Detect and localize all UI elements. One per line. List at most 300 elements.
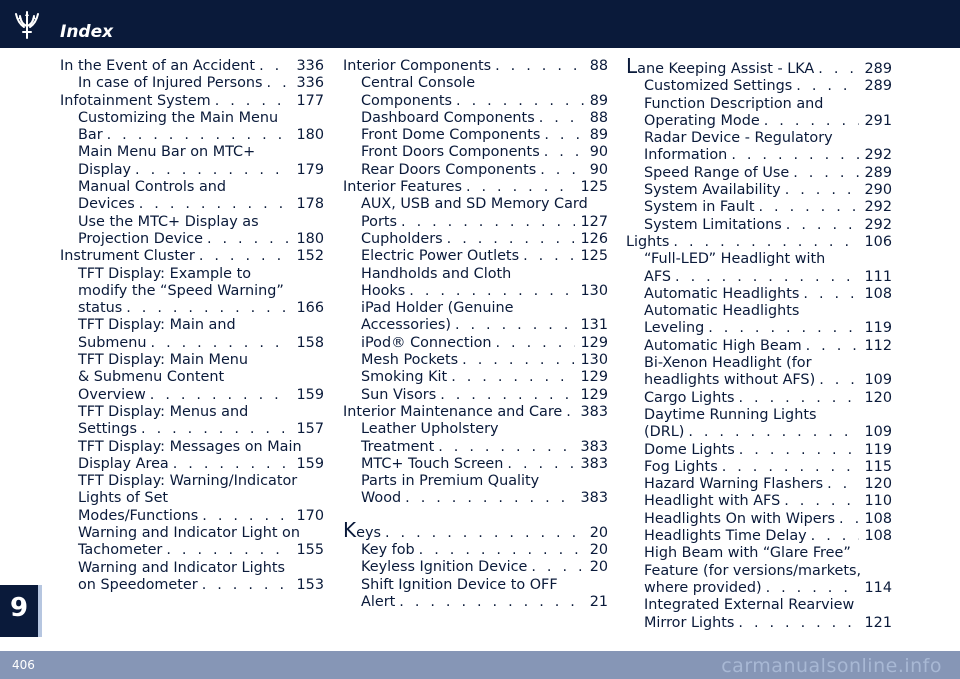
- entry-label: Handholds and Cloth: [361, 265, 512, 282]
- entry-line: [361, 110, 608, 127]
- dot-leader: [811, 528, 859, 545]
- chapter-tab[interactable]: [0, 585, 38, 637]
- page-ref[interactable]: 180: [296, 230, 324, 247]
- page-ref[interactable]: 289: [864, 61, 892, 77]
- dot-leader: [385, 525, 584, 542]
- entry-label: Alert: [361, 593, 396, 610]
- dot-leader: [793, 165, 858, 182]
- dot-leader: [738, 390, 858, 407]
- page-ref[interactable]: 383: [580, 403, 608, 420]
- dot-leader: [495, 58, 584, 75]
- entry-label: MTC+ Touch Screen: [361, 455, 504, 472]
- entry-label: Lights: [626, 233, 670, 250]
- entry-line: [626, 54, 892, 78]
- index-subentry[interactable]: [626, 511, 892, 528]
- entry-label: Bar: [78, 127, 103, 144]
- entry-line: [644, 199, 892, 216]
- entry-label: Headlights On with Wipers: [644, 510, 836, 527]
- entry-label: Automatic Headlights: [644, 303, 800, 320]
- dot-leader: [673, 234, 858, 251]
- dot-leader: [126, 300, 290, 317]
- page-title: Index: [60, 22, 114, 42]
- page-ref[interactable]: 109: [864, 372, 892, 389]
- index-subentry[interactable]: [343, 127, 608, 144]
- entry-line: [644, 165, 892, 182]
- index-subentry[interactable]: [343, 577, 608, 612]
- index-subentry[interactable]: [626, 78, 892, 95]
- entry-label: iPad Holder (Genuine: [361, 300, 514, 317]
- index-entry[interactable]: [626, 54, 892, 78]
- entry-line: [361, 196, 608, 213]
- entry-label: Fog Lights: [644, 458, 718, 475]
- entry-label: Keyless Ignition Device: [361, 559, 528, 576]
- entry-line: [78, 369, 324, 386]
- dot-leader: [173, 456, 291, 473]
- page-ref[interactable]: 383: [580, 455, 608, 472]
- index-subentry[interactable]: [343, 456, 608, 473]
- index-column-2: [343, 58, 608, 611]
- entry-line: [78, 404, 324, 421]
- dot-leader: [166, 542, 290, 559]
- entry-line: [78, 560, 324, 577]
- entry-label: Leveling: [644, 320, 705, 337]
- page-ref[interactable]: 127: [580, 213, 608, 230]
- dot-leader: [523, 248, 574, 265]
- index-subentry[interactable]: [60, 317, 324, 352]
- index-subentry[interactable]: [626, 338, 892, 355]
- page-ref[interactable]: 292: [864, 216, 892, 233]
- entry-label: Wood: [361, 490, 402, 507]
- page-ref[interactable]: 90: [589, 161, 608, 178]
- page-ref[interactable]: 130: [580, 282, 608, 299]
- entry-label: Tachometer: [78, 542, 163, 559]
- entry-line: [361, 369, 608, 386]
- dot-leader: [207, 231, 291, 248]
- entry-label: Central Console: [361, 75, 476, 92]
- index-subentry[interactable]: [343, 110, 608, 127]
- page-ref[interactable]: 120: [864, 476, 892, 493]
- dot-leader: [399, 594, 583, 611]
- index-entry[interactable]: [60, 93, 324, 110]
- index-subentry[interactable]: [626, 442, 892, 459]
- page-ref[interactable]: 110: [864, 493, 892, 510]
- index-entry[interactable]: [626, 234, 892, 251]
- entry-line: [78, 542, 324, 559]
- entry-label: AUX, USB and SD Memory Card: [361, 196, 588, 213]
- entry-label: In the Event of an Accident: [60, 58, 256, 74]
- entry-line: [644, 182, 892, 199]
- entry-label: Operating Mode: [644, 112, 760, 129]
- index-subentry[interactable]: [60, 352, 324, 404]
- entry-label: Components: [361, 92, 453, 109]
- page-ref[interactable]: 111: [864, 268, 892, 285]
- page-ref[interactable]: 120: [864, 389, 892, 406]
- entry-label: (DRL): [644, 424, 685, 441]
- index-subentry[interactable]: [60, 560, 324, 595]
- dot-leader: [259, 58, 290, 75]
- page-ref[interactable]: 125: [580, 179, 608, 196]
- index-subentry[interactable]: [626, 355, 892, 390]
- page-ref[interactable]: 20: [589, 524, 608, 541]
- entry-line: [644, 407, 892, 424]
- dot-leader: [675, 269, 859, 286]
- entry-line: [60, 93, 324, 110]
- entry-line: [644, 251, 892, 268]
- entry-label: Dashboard Components: [361, 109, 535, 126]
- entry-label: Cargo Lights: [644, 389, 735, 406]
- entry-line: [361, 456, 608, 473]
- entry-label: Interior Maintenance and Care: [343, 403, 563, 420]
- dot-leader: [786, 217, 859, 234]
- index-subentry[interactable]: [60, 439, 324, 474]
- index-subentry[interactable]: [343, 300, 608, 335]
- entry-label: Bi-Xenon Headlight (for: [644, 355, 812, 372]
- entry-label: Use the MTC+ Display as: [78, 213, 259, 230]
- page-ref[interactable]: 152: [296, 248, 324, 265]
- page-ref[interactable]: 129: [580, 369, 608, 386]
- page-ref[interactable]: 177: [296, 92, 324, 109]
- dot-leader: [202, 577, 291, 594]
- page-ref[interactable]: 383: [580, 438, 608, 455]
- page-ref[interactable]: 108: [864, 510, 892, 527]
- entry-line: [361, 387, 608, 404]
- index-subentry[interactable]: [343, 162, 608, 179]
- page-ref[interactable]: 153: [296, 576, 324, 593]
- entry-label: Infotainment System: [60, 92, 211, 109]
- index-subentry[interactable]: [626, 597, 892, 632]
- entry-label: Treatment: [361, 438, 435, 455]
- page-ref[interactable]: 21: [589, 593, 608, 610]
- entry-line: [343, 58, 608, 75]
- index-subentry[interactable]: [626, 199, 892, 216]
- dot-leader: [267, 75, 291, 92]
- page-ref[interactable]: 125: [580, 248, 608, 265]
- entry-line: [361, 127, 608, 144]
- page-ref[interactable]: 292: [864, 199, 892, 216]
- entry-label: Automatic High Beam: [644, 337, 802, 354]
- dot-leader: [839, 511, 858, 528]
- page-ref[interactable]: 121: [864, 614, 892, 631]
- index-subentry[interactable]: [343, 248, 608, 265]
- index-subentry[interactable]: [60, 179, 324, 214]
- entry-line: [361, 214, 608, 231]
- entry-label: status: [78, 300, 123, 317]
- index-subentry[interactable]: [626, 130, 892, 165]
- index-subentry[interactable]: [626, 165, 892, 182]
- watermark: carmanualsonline.info: [721, 655, 942, 677]
- dot-leader: [708, 320, 858, 337]
- entry-line: [78, 317, 324, 334]
- section-initial: K: [343, 517, 357, 542]
- entry-line: [361, 577, 608, 594]
- entry-label: High Beam with “Glare Free”: [644, 545, 851, 562]
- trident-logo-icon: [12, 10, 42, 40]
- page-ref[interactable]: 166: [296, 300, 324, 317]
- entry-label: Electric Power Outlets: [361, 248, 520, 265]
- index-subentry[interactable]: [343, 473, 608, 508]
- entry-line: [644, 286, 892, 303]
- index-subentry[interactable]: [60, 266, 324, 318]
- entry-label: System Availability: [644, 182, 781, 199]
- header-bar: [0, 0, 960, 48]
- entry-line: [78, 214, 324, 231]
- index-subentry[interactable]: [626, 545, 892, 597]
- dot-leader: [401, 214, 575, 231]
- entry-label: TFT Display: Example to: [78, 265, 252, 282]
- entry-line: [78, 75, 324, 92]
- entry-label: Customizing the Main Menu: [78, 109, 279, 126]
- index-column-3: [626, 54, 892, 632]
- index-entry[interactable]: [343, 179, 608, 196]
- dot-leader: [440, 387, 574, 404]
- index-subentry[interactable]: [343, 387, 608, 404]
- entry-line: [78, 352, 324, 369]
- dot-leader: [451, 369, 574, 386]
- page-ref[interactable]: 290: [864, 182, 892, 199]
- dot-leader: [540, 162, 583, 179]
- entry-line: [644, 563, 892, 580]
- page-ref[interactable]: 89: [589, 127, 608, 144]
- page-ref[interactable]: 115: [864, 458, 892, 475]
- entry-line: [78, 266, 324, 283]
- entry-line: [343, 179, 608, 196]
- entry-label: Submenu: [78, 334, 147, 351]
- page-ref[interactable]: 178: [296, 196, 324, 213]
- page-ref[interactable]: 157: [296, 421, 324, 438]
- index-entry[interactable]: [60, 58, 324, 75]
- page-ref[interactable]: 158: [296, 334, 324, 351]
- index-subentry[interactable]: [343, 335, 608, 352]
- entry-line: [78, 127, 324, 144]
- entry-label: Radar Device - Regulatory: [644, 130, 833, 147]
- dot-leader: [531, 559, 583, 576]
- page-ref[interactable]: 119: [864, 441, 892, 458]
- page-ref[interactable]: 129: [580, 334, 608, 351]
- entry-line: [78, 162, 324, 179]
- index-entry[interactable]: [343, 517, 608, 542]
- page-ref[interactable]: 90: [589, 144, 608, 161]
- dot-leader: [796, 78, 858, 95]
- page-ref[interactable]: 159: [296, 455, 324, 472]
- page-ref[interactable]: 106: [864, 233, 892, 250]
- dot-leader: [818, 61, 858, 78]
- dot-leader: [455, 317, 575, 334]
- entry-text: [343, 517, 381, 542]
- entry-label: iPod® Connection: [361, 334, 492, 351]
- entry-label: eys: [356, 524, 381, 541]
- entry-text: [626, 54, 815, 78]
- page-ref[interactable]: 129: [580, 386, 608, 403]
- entry-label: Headlight with AFS: [644, 493, 781, 510]
- dot-leader: [785, 182, 859, 199]
- entry-line: [343, 404, 608, 421]
- index-subentry[interactable]: [626, 528, 892, 545]
- index-entry[interactable]: [343, 404, 608, 421]
- index-subentry[interactable]: [343, 542, 608, 559]
- page-ref[interactable]: 109: [864, 424, 892, 441]
- entry-line: [343, 517, 608, 542]
- index-subentry[interactable]: [626, 459, 892, 476]
- index-subentry[interactable]: [626, 96, 892, 131]
- index-subentry[interactable]: [626, 303, 892, 338]
- entry-line: [644, 511, 892, 528]
- entry-line: [361, 93, 608, 110]
- entry-label: Settings: [78, 421, 138, 438]
- index-subentry[interactable]: [343, 352, 608, 369]
- entry-line: [361, 421, 608, 438]
- entry-line: [78, 283, 324, 300]
- entry-label: where provided): [644, 579, 762, 596]
- page-ref[interactable]: 126: [580, 230, 608, 247]
- index-subentry[interactable]: [60, 75, 324, 92]
- entry-label: In case of Injured Persons: [78, 75, 263, 92]
- page-ref[interactable]: 114: [864, 579, 892, 596]
- page-ref[interactable]: 159: [296, 386, 324, 403]
- entry-line: [78, 335, 324, 352]
- index-subentry[interactable]: [626, 476, 892, 493]
- entry-line: [78, 525, 324, 542]
- index-subentry[interactable]: [60, 110, 324, 145]
- index-subentry[interactable]: [343, 231, 608, 248]
- dot-leader: [462, 352, 574, 369]
- index-subentry[interactable]: [343, 144, 608, 161]
- index-subentry[interactable]: [343, 369, 608, 386]
- entry-line: [644, 147, 892, 164]
- index-subentry[interactable]: [60, 214, 324, 249]
- entry-line: [361, 352, 608, 369]
- dot-leader: [215, 93, 291, 110]
- entry-label: headlights without AFS): [644, 372, 816, 389]
- page-ref[interactable]: 180: [296, 127, 324, 144]
- entry-line: [78, 421, 324, 438]
- page-number: 406: [12, 658, 35, 672]
- index-subentry[interactable]: [343, 421, 608, 456]
- dot-leader: [819, 372, 858, 389]
- index-subentry[interactable]: [343, 75, 608, 110]
- entry-label: Customized Settings: [644, 78, 793, 95]
- page-ref[interactable]: 155: [296, 542, 324, 559]
- index-subentry[interactable]: [343, 559, 608, 576]
- entry-label: Dome Lights: [644, 441, 735, 458]
- entry-line: [644, 390, 892, 407]
- page-ref[interactable]: 336: [296, 75, 324, 92]
- entry-line: [78, 179, 324, 196]
- page-ref[interactable]: 336: [296, 58, 324, 74]
- index-subentry[interactable]: [626, 493, 892, 510]
- entry-label: Speed Range of Use: [644, 164, 790, 181]
- page-ref[interactable]: 119: [864, 320, 892, 337]
- dot-leader: [507, 456, 574, 473]
- entry-line: [644, 476, 892, 493]
- index-subentry[interactable]: [60, 144, 324, 179]
- page-ref[interactable]: 89: [589, 92, 608, 109]
- entry-line: [78, 387, 324, 404]
- entry-label: System in Fault: [644, 199, 755, 216]
- index-entry[interactable]: [60, 248, 324, 265]
- page-ref[interactable]: 108: [864, 528, 892, 545]
- entry-line: [361, 335, 608, 352]
- index-subentry[interactable]: [343, 266, 608, 301]
- index-subentry[interactable]: [60, 525, 324, 560]
- entry-label: AFS: [644, 268, 672, 285]
- page-ref[interactable]: 289: [864, 78, 892, 95]
- page-ref[interactable]: 130: [580, 352, 608, 369]
- page-ref[interactable]: 88: [589, 58, 608, 74]
- index-entry[interactable]: [343, 58, 608, 75]
- page-ref[interactable]: 108: [864, 285, 892, 302]
- entry-label: Smoking Kit: [361, 369, 448, 386]
- entry-label: ane Keeping Assist - LKA: [637, 61, 815, 77]
- entry-label: Parts in Premium Quality: [361, 473, 540, 490]
- entry-label: Front Dome Components: [361, 127, 541, 144]
- page-ref[interactable]: 88: [589, 109, 608, 126]
- dot-leader: [496, 335, 575, 352]
- entry-line: [78, 196, 324, 213]
- entry-line: [644, 269, 892, 286]
- index-subentry[interactable]: [626, 182, 892, 199]
- index-subentry[interactable]: [343, 196, 608, 231]
- entry-label: Sun Visors: [361, 386, 437, 403]
- entry-line: [361, 559, 608, 576]
- page-ref[interactable]: 291: [864, 112, 892, 129]
- page-ref[interactable]: 292: [864, 147, 892, 164]
- index-subentry[interactable]: [60, 404, 324, 439]
- entry-label: Feature (for versions/markets,: [644, 562, 862, 579]
- entry-label: Modes/Functions: [78, 507, 199, 524]
- entry-line: [644, 442, 892, 459]
- dot-leader: [784, 493, 858, 510]
- dot-leader: [806, 338, 859, 355]
- dot-leader: [456, 93, 584, 110]
- page-ref[interactable]: 20: [589, 559, 608, 576]
- section-gap: [343, 508, 608, 522]
- page-ref[interactable]: 289: [864, 164, 892, 181]
- entry-line: [361, 231, 608, 248]
- dot-leader: [141, 421, 291, 438]
- entry-line: [78, 231, 324, 248]
- page-ref[interactable]: 383: [580, 490, 608, 507]
- entry-label: on Speedometer: [78, 576, 198, 593]
- entry-label: Lights of Set: [78, 490, 169, 507]
- index-subentry[interactable]: [626, 390, 892, 407]
- dot-leader: [731, 147, 858, 164]
- entry-line: [361, 594, 608, 611]
- entry-label: Overview: [78, 386, 146, 403]
- entry-line: [361, 162, 608, 179]
- entry-line: [361, 144, 608, 161]
- page-ref[interactable]: 131: [580, 317, 608, 334]
- entry-label: TFT Display: Main Menu: [78, 352, 249, 369]
- index-subentry[interactable]: [60, 473, 324, 525]
- page-ref[interactable]: 179: [296, 161, 324, 178]
- page-ref[interactable]: 112: [864, 337, 892, 354]
- entry-label: System Limitations: [644, 216, 782, 233]
- page-ref[interactable]: 170: [296, 507, 324, 524]
- entry-label: Mesh Pockets: [361, 352, 459, 369]
- entry-label: Hazard Warning Flashers: [644, 476, 824, 493]
- dot-leader: [544, 127, 583, 144]
- entry-line: [361, 317, 608, 334]
- index-subentry[interactable]: [626, 286, 892, 303]
- dot-leader: [688, 424, 858, 441]
- entry-label: Daytime Running Lights: [644, 406, 817, 423]
- index-subentry[interactable]: [626, 217, 892, 234]
- entry-label: Integrated External Rearview: [644, 597, 855, 614]
- index-subentry[interactable]: [626, 407, 892, 442]
- page-ref[interactable]: 20: [589, 542, 608, 559]
- dot-leader: [107, 127, 291, 144]
- index-subentry[interactable]: [626, 251, 892, 286]
